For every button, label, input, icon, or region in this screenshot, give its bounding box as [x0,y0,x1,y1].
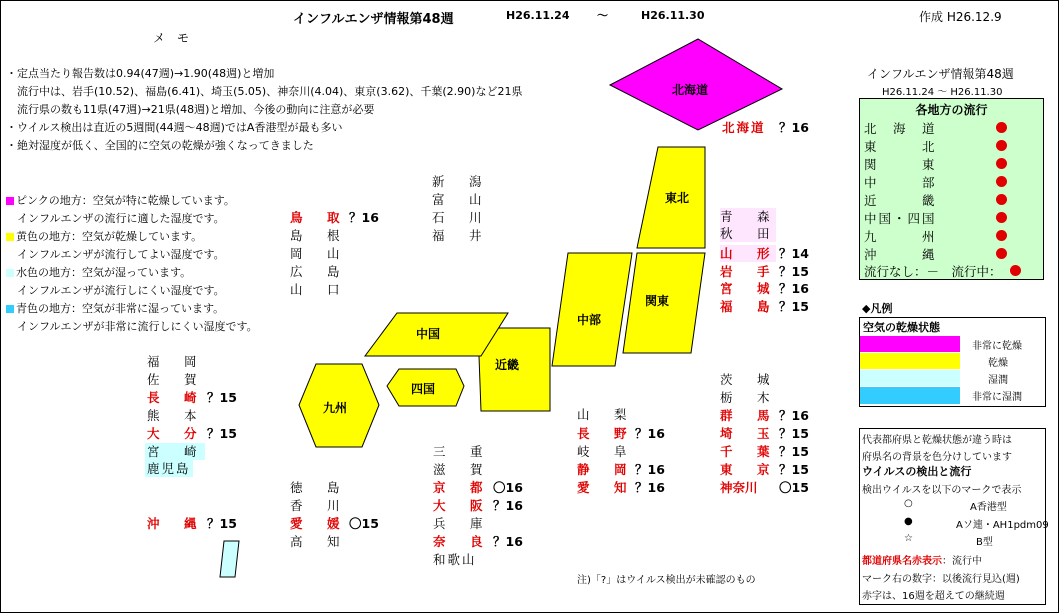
legend-swatch-pink [860,336,960,352]
region-chubu [552,253,632,366]
region-header: 各地方の流行 [915,103,988,117]
info-line: 府県名の背景を色分けしています [862,452,1012,463]
map-label-kanto: 関東 [645,294,670,308]
virus-heading: ウイルスの検出と流行 [862,465,972,478]
epidemic-dot [996,140,1007,151]
pref-aichi: 愛 知 [577,480,633,495]
legend-label: 非常に乾燥 [972,341,1022,352]
mark-tokyo: ？15 [779,462,809,477]
memo-line: ・絶対湿度が低く、全国的に空気の乾燥が強くなってきました [6,139,314,152]
pref-shiga: 滋 賀 [433,462,489,477]
pref-fukuoka: 福 岡 [147,354,203,369]
memo-heading: メ モ [153,31,190,45]
region-row: 北 海 道 [864,121,937,136]
pref-miyazaki: 宮 崎 [147,444,203,459]
mark-right-line: マーク右の数字：以後流行見込(週) [862,574,1020,585]
memo-line: 流行中は、岩手(10.52)、福島(6.41)、埼玉(5.05)、神奈川(4.04)、東京(3.62)、千葉(2.90)など21県 [6,85,523,98]
epidemic-dot [996,230,1007,241]
date-from: H26.11.24 [506,9,570,22]
virus-symbol-star: ☆ [904,533,913,544]
pref-yamagata: 山 形 [720,246,776,261]
region-row: 中国・四国 [864,211,937,226]
pref-akita: 秋 田 [720,226,776,241]
pref-nagano: 長 野 [577,426,633,441]
pref-nara: 奈 良 [433,534,489,549]
virus-symbol-open-circle: ○ [904,498,913,509]
mark-saitama: ？15 [779,426,809,441]
epidemic-dot [996,158,1007,169]
map-label-hokkaido: 北海道 [672,83,709,97]
mark-aichi: ？16 [635,480,665,495]
pref-yamanashi: 山 梨 [577,407,633,422]
map-label-chubu: 中部 [577,313,602,327]
legend-label: 非常に湿潤 [972,392,1022,403]
mark-yamagata: ？14 [779,246,809,261]
epidemic-dot [996,212,1007,223]
mark-nagasaki: ？15 [207,390,237,405]
mark-iwate: ？15 [779,264,809,279]
pref-kagoshima: 鹿児島 [147,461,191,476]
humidity-line: 青色の地方：空気が非常に湿っています。 [6,300,258,318]
humidity-line: インフルエンザが非常に流行しにくい湿度です。 [6,320,258,333]
region-row: 関 東 [864,157,937,172]
dryness-legend [859,317,1046,407]
mark-nagano: ？16 [635,426,665,441]
date-tilde: ～ [597,9,608,22]
pref-hiroshima: 広 島 [290,264,346,279]
mark-tottori: ？16 [349,210,379,225]
legend-heading: ◆凡例 [862,302,893,315]
humidity-line: ピンクの地方：空気が特に乾燥しています。 [6,192,258,210]
pref-okinawa: 沖 縄 [147,516,203,531]
mark-osaka: ？16 [493,498,523,513]
pref-hyogo: 兵 庫 [433,516,489,531]
pref-toyama: 富 山 [432,192,488,207]
pref-osaka: 大 阪 [433,498,489,513]
epidemic-dot [996,194,1007,205]
legend-label: 湿潤 [988,375,1008,386]
mark-hokkaido: ？16 [779,120,809,135]
page-title: インフルエンザ情報第48週 [293,12,454,27]
legend-label: 乾燥 [988,358,1008,369]
pref-kumamoto: 熊 本 [147,408,203,423]
memo-line: 流行県の数も11県(47週)→21県(48週)と増加、今後の動向に注意が必要 [6,103,375,116]
region-status-box [859,98,1044,280]
right-dates: H26.11.24 ～ H26.11.30 [882,87,1003,98]
virus-symbol-filled-circle: ● [904,516,913,527]
pref-ehime: 愛 媛 [290,516,346,531]
virus-label: Aソ連・AH1pdm09 [956,520,1049,531]
pref-kanagawa: 神奈川 [720,480,758,495]
pref-iwate: 岩 手 [720,264,776,279]
right-title: インフルエンザ情報第48週 [867,67,1014,81]
info-box [859,428,1049,605]
region-row: 九 州 [864,229,937,244]
date-to: H26.11.30 [641,9,705,22]
pref-tottori: 鳥 取 [290,210,346,225]
pref-wakayama: 和歌山 [433,552,477,567]
mark-oita: ？15 [207,426,237,441]
region-okinawa [220,541,239,577]
pref-ibaraki: 茨 城 [720,372,776,387]
region-row: 東 北 [864,139,937,154]
map-label-kinki: 近畿 [495,358,520,372]
pref-tokyo: 東 京 [720,462,776,477]
mark-ehime: 〇15 [349,516,379,531]
region-row: 沖 縄 [864,247,937,262]
humidity-line: インフルエンザの流行に適した湿度です。 [6,212,225,225]
pref-shizuoka: 静 岡 [577,462,633,477]
pref-fukui: 福 井 [432,228,488,243]
map-label-shikoku: 四国 [411,382,436,396]
epidemic-dot [996,248,1007,259]
legend-swatch-lightblue [860,370,960,386]
red-number-line: 赤字は、16週を超えての継続週 [862,591,1005,602]
mark-okinawa: ？15 [207,516,237,531]
pref-okayama: 岡 山 [290,246,346,261]
epidemic-dot [996,176,1007,187]
legend-sub: 空気の乾燥状態 [863,321,940,334]
memo-line: ・定点当たり報告数は0.94(47週)→1.90(48週)と増加 [6,67,275,80]
mark-fukushima: ？15 [779,299,809,314]
red-label-line: 都道府県名赤表示：流行中 [862,556,982,567]
pref-fukushima: 福 島 [720,299,776,314]
map-label-tohoku: 東北 [665,191,690,205]
pref-tokushima: 徳 島 [290,480,346,495]
virus-sub: 検出ウイルスを以下のマークで表示 [862,485,1022,496]
mark-nara: ？16 [493,534,523,549]
mark-shizuoka: ？16 [635,462,665,477]
pref-niigata: 新 潟 [432,174,488,189]
epidemic-dot-legend [1010,265,1021,276]
pref-hokkaido: 北海道 [722,120,766,135]
pref-miyagi: 宮 城 [720,281,776,296]
virus-label: A香港型 [970,502,1007,513]
pref-nagasaki: 長 崎 [147,390,203,405]
virus-label: B型 [976,537,993,548]
humidity-line: インフルエンザが流行しにくい湿度です。 [6,284,225,297]
epidemic-dot [996,122,1007,133]
humidity-line: 水色の地方：空気が湿っています。 [6,264,258,282]
pref-aomori: 青 森 [720,209,776,224]
pref-kagawa: 香 川 [290,498,346,513]
map-label-kyushu: 九州 [323,401,348,415]
map-label-chugoku: 中国 [416,327,441,341]
note: 注)「?」はウイルス検出が未確認のもの [577,575,756,586]
mark-chiba: ？15 [779,444,809,459]
pref-saitama: 埼 玉 [720,426,776,441]
humidity-line: インフルエンザが流行してよい湿度です。 [6,248,225,261]
region-row: 近 畿 [864,193,937,208]
region-footer: 流行なし：－ 流行中： [864,264,1002,279]
pref-ishikawa: 石 川 [432,210,488,225]
pref-kochi: 高 知 [290,534,346,549]
mark-miyagi: ？16 [779,281,809,296]
pref-yamaguchi: 山 口 [290,282,346,297]
mark-kyoto: 〇16 [493,480,523,495]
info-line: 代表都府県と乾燥状態が違う時は [862,435,1012,446]
region-row: 中 部 [864,175,937,190]
humidity-line: 黄色の地方：空気が乾燥しています。 [6,228,258,246]
mark-kanagawa: 〇15 [779,480,809,495]
pref-chiba: 千 葉 [720,444,776,459]
pref-shimane: 島 根 [290,228,346,243]
memo-line: ・ウイルス検出は直近の5週間(44週～48週)ではA香港型が最も多い [6,121,343,134]
pref-kyoto: 京 都 [433,480,489,495]
pref-oita: 大 分 [147,426,203,441]
pref-tochigi: 栃 木 [720,390,776,405]
pref-gunma: 群 馬 [720,408,776,423]
created-date: 作成 H26.12.9 [919,10,1002,24]
legend-swatch-yellow [860,353,960,369]
pref-mie: 三 重 [433,444,489,459]
pref-saga: 佐 賀 [147,372,203,387]
legend-swatch-blue [860,387,960,404]
pref-gifu: 岐 阜 [577,444,633,459]
mark-gunma: ？16 [779,408,809,423]
